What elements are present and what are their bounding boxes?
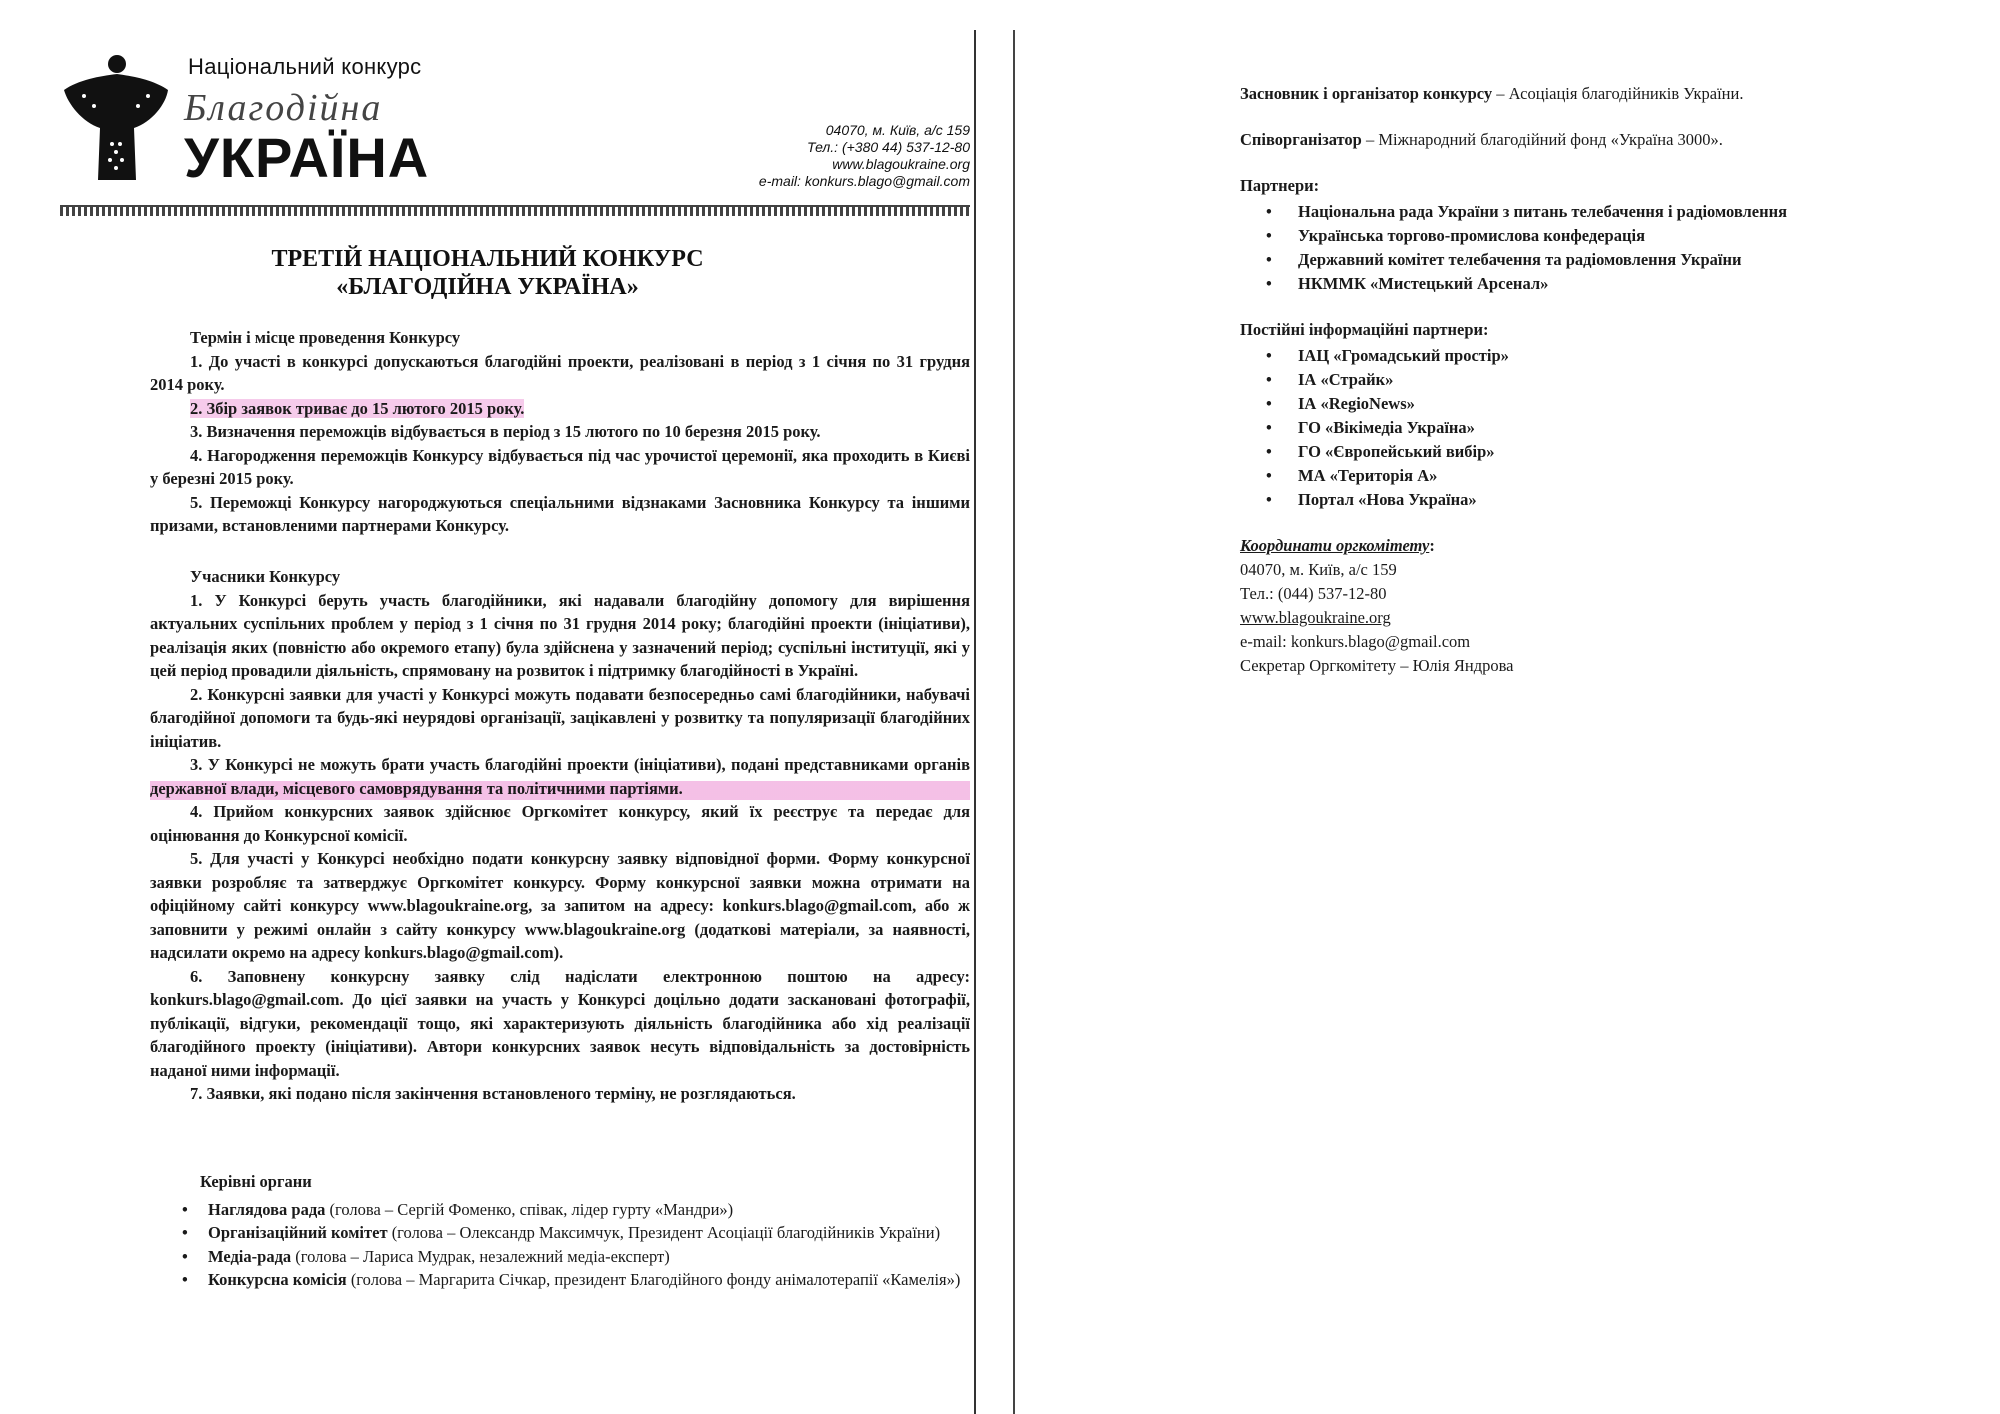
- list-item: • Українська торгово-промислова конфедерація: [1298, 224, 1960, 248]
- coorganizer-line: Співорганізатор – Міжнародний благодійний фонд «Україна 3000».: [1240, 130, 1723, 149]
- document-subtitle: «БЛАГОДІЙНА УКРАЇНА»: [336, 274, 639, 300]
- section-governing-bodies: [150, 1170, 970, 1292]
- header-subtitle: Національний конкурс: [188, 54, 422, 79]
- highlighted-text: 2. Збір заявок триває до 15 лютого 2015 року.: [190, 398, 525, 418]
- section-heading: Термін і місце проведення Конкурсу: [190, 328, 461, 347]
- list-item: • Наглядова рада (голова – Сергій Фоменко, співак, лідер гурту «Мандри»): [208, 1198, 970, 1222]
- coord-website-link[interactable]: www.blagoukraine.org: [1240, 608, 1391, 627]
- paragraph: [150, 397, 970, 421]
- coordinates-heading: Координати оргкомітету: [1240, 536, 1430, 555]
- list-item: • НКММК «Мистецький Арсенал»: [1298, 272, 1960, 296]
- document-title: ТРЕТІЙ НАЦІОНАЛЬНИЙ КОНКУРС: [271, 246, 704, 272]
- section-participants: [150, 565, 970, 1106]
- header-big-title: УКРАЇНА: [184, 126, 430, 189]
- list-item: • ГО «Європейський вибір»: [1298, 440, 1960, 464]
- governing-bodies-list: [150, 1198, 970, 1292]
- paragraph: 1. У Конкурсі беруть участь благодійники, які надавали благодійну допомогу для вирішення актуальних суспільних проблем у період з 1 січня по 31 грудня 2014 року; благодійні проекти (ініціативи), реалізація яких (повністю або окремого етапу) була здійснена у зазначений період; суспільні інституції, які у цей період провадили діяльність, спрямовану на розвиток і підтримку благодійності в Україні.: [150, 590, 970, 680]
- partners-list: [1240, 200, 1960, 296]
- page-divider: [1013, 30, 1015, 1414]
- founder-line: Засновник і організатор конкурсу – Асоціація благодійників України.: [1240, 84, 1744, 103]
- section-heading: Учасники Конкурсу: [190, 567, 341, 586]
- header-script-title: Благодійна: [184, 87, 383, 129]
- list-item: • ГО «Вікімедіа Україна»: [1298, 416, 1960, 440]
- info-partners-list: [1240, 344, 1960, 512]
- list-item: • Конкурсна комісія (голова – Маргарита Січкар, президент Благодійного фонду анімалотерапії «Камелія»): [208, 1268, 970, 1292]
- coord-email[interactable]: e-mail: konkurs.blago@gmail.com: [1240, 632, 1471, 651]
- list-item: • ІАЦ «Громадський простір»: [1298, 344, 1960, 368]
- coord-address: 04070, м. Київ, а/с 159: [1240, 560, 1397, 579]
- paragraph: 7. Заявки, які подано після закінчення встановленого терміну, не розглядаються.: [190, 1084, 796, 1103]
- coord-phone: Тел.: (044) 537-12-80: [1240, 584, 1387, 603]
- list-item: • Національна рада України з питань телебачення і радіомовлення: [1298, 200, 1960, 224]
- list-item: • Медіа-рада (голова – Лариса Мудрак, незалежний медіа-експерт): [208, 1245, 970, 1269]
- info-partners-heading: Постійні інформаційні партнери:: [1240, 320, 1489, 339]
- list-item: • ІА «RegioNews»: [1298, 392, 1960, 416]
- coordinates-block: Координати оргкомітету:: [1240, 536, 1435, 555]
- paragraph: 1. До участі в конкурсі допускаються благодійні проекти, реалізовані в період з 1 січня по 31 грудня 2014 року.: [150, 351, 970, 394]
- contact-email: e-mail: konkurs.blago@gmail.com: [758, 173, 970, 189]
- list-item: • Організаційний комітет (голова – Олександр Максимчук, Президент Асоціації благодійників України): [208, 1221, 970, 1245]
- ornament-divider: [60, 205, 970, 216]
- paragraph: 6. Заповнену конкурсну заявку слід надіслати електронною поштою на адресу: konkurs.blago@gmail.com. До цієї заявки на участь у Конкурсі доцільно додати засканованi фотографії, публікації, відгуки, рекомендації тощо, які характеризують діяльність благодійника або хід реалізації благодійного проекту (ініціативи). Автори конкурсних заявок несуть відповідальність за достовірність наданої ними інформації.: [150, 966, 970, 1080]
- section-term-place: [150, 326, 970, 538]
- list-item: • Портал «Нова Україна»: [1298, 488, 1960, 512]
- angel-logo-icon: [60, 52, 170, 187]
- paragraph: 4. Нагородження переможців Конкурсу відбувається під час урочистої церемонії, яка проходить в Києві у березні 2015 року.: [150, 445, 970, 488]
- highlighted-paragraph: 3. У Конкурсі не можуть брати участь благодійні проекти (ініціативи), подані представниками органів державної влади, місцевого самоврядування та політичними партіями.: [150, 753, 970, 800]
- page-divider: [974, 30, 976, 1414]
- section-heading: Керівні органи: [200, 1172, 312, 1191]
- partners-heading: Партнери:: [1240, 176, 1320, 195]
- coord-secretary: Секретар Оргкомітету – Юлія Яндрова: [1240, 656, 1514, 675]
- list-item: • МА «Територія А»: [1298, 464, 1960, 488]
- paragraph: 5. Переможці Конкурсу нагороджуються спеціальними відзнаками Засновника Конкурсу та іншими призами, встановленими партнерами Конкурсу.: [150, 492, 970, 535]
- paragraph: 2. Конкурсні заявки для участі у Конкурсі можуть подавати безпосередньо самі благодійники, набувачі благодійної допомоги та будь-які неурядові організації, зацікавлені у розвитку та популяризації благодійних ініціатив.: [150, 684, 970, 751]
- paragraph: 3. Визначення переможців відбувається в період з 15 лютого по 10 березня 2015 року.: [190, 422, 821, 441]
- contact-phone: Тел.: (+380 44) 537-12-80: [806, 139, 970, 155]
- organizers-block: [1240, 82, 1960, 678]
- header-contacts: [759, 122, 970, 190]
- paragraph: 5. Для участі у Конкурсі необхідно подати конкурсну заявку відповідної форми. Форму конкурсної заявки розробляє та затверджує Оргкомітет конкурсу. Форму конкурсної заявки можна отримати на офіційному сайті конкурсу www.blagoukraine.org, за запитом на адресу: konkurs.blago@gmail.com, або ж заповнити у режимі онлайн з сайту конкурсу www.blagoukraine.org (додаткові матеріали, за наявності, надсилати окремо на адресу konkurs.blago@gmail.com).: [150, 849, 970, 962]
- contact-address: 04070, м. Київ, а/с 159: [825, 122, 970, 138]
- contact-website: www.blagoukraine.org: [832, 156, 970, 172]
- list-item: • Державний комітет телебачення та радіомовлення України: [1298, 248, 1960, 272]
- list-item: • ІА «Страйк»: [1298, 368, 1960, 392]
- paragraph: 4. Прийом конкурсних заявок здійснює Оргкомітет конкурсу, який їх реєструє та передає для оцінювання до Конкурсної комісії.: [150, 802, 970, 845]
